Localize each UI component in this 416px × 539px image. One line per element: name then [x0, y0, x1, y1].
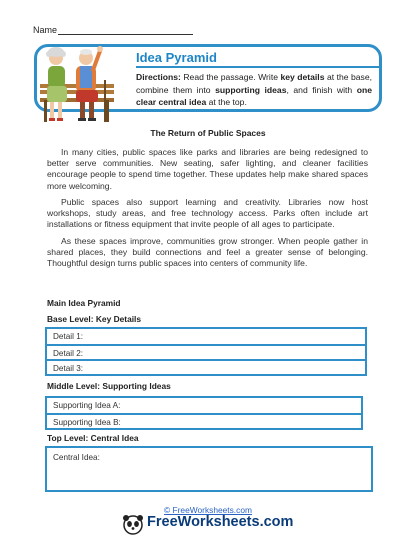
elderly-couple-illustration: [36, 40, 134, 126]
central-idea-box[interactable]: [45, 446, 373, 492]
detail-field-2[interactable]: Detail 2:: [47, 344, 365, 359]
supporting-field-a[interactable]: Supporting Idea A:: [53, 401, 121, 410]
directions-part: , and finish with: [286, 84, 357, 95]
logo-part: Worksheets: [177, 514, 260, 530]
key-details-box: [45, 327, 367, 376]
supporting-ideas-box: [45, 396, 363, 430]
passage-paragraph: In many cities, public spaces like parks and libraries are being redesigned to better serve communities. New seating, safer lighting, and cleaner facilities encourage people to spend time together. These updates help make shared spaces more welcoming.: [47, 147, 368, 191]
passage-title: The Return of Public Spaces: [150, 128, 266, 138]
footer-link[interactable]: © FreeWorksheets.com: [164, 505, 252, 515]
base-level-label: Base Level: Key Details: [47, 314, 142, 324]
directions-part: Read the passage. Write: [180, 72, 281, 82]
title-divider: [136, 66, 380, 68]
logo-part: .com: [259, 514, 294, 530]
name-label: Name: [33, 25, 58, 35]
directions-text: [136, 71, 372, 109]
directions-emphasis: key details: [280, 72, 325, 82]
name-line: [58, 34, 193, 35]
pyramid-heading: Main Idea Pyramid: [47, 298, 121, 308]
detail-field-3[interactable]: Detail 3:: [47, 359, 365, 374]
top-level-label: Top Level: Central Idea: [47, 433, 139, 443]
worksheet-title: Idea Pyramid: [136, 50, 217, 65]
logo-part: Free: [147, 514, 178, 530]
directions-emphasis: supporting ideas: [215, 84, 287, 95]
directions-emphasis: one clear central idea: [136, 84, 372, 107]
directions-part: at the top.: [206, 97, 247, 107]
directions-part: at the base, combine them into: [136, 72, 372, 95]
directions-label: Directions:: [136, 72, 181, 82]
detail-field-1[interactable]: Detail 1:: [53, 332, 84, 341]
passage-paragraph: As these spaces improve, communities grow stronger. When people gather in shared places, they build connections and feel a greater sense of belonging. Thoughtful design turns public spaces into centers of community life.: [47, 236, 368, 269]
freeworksheets-logo: [147, 514, 293, 530]
panda-logo-icon: [122, 513, 144, 535]
middle-level-label: Middle Level: Supporting Ideas: [47, 381, 171, 391]
central-idea-field[interactable]: Central Idea:: [53, 453, 100, 462]
passage-paragraph: Public spaces also support learning and creativity. Libraries now host workshops, study areas, and free technology access. Parks often include art installations or fitness equipment that invite people of all ages to participate.: [47, 197, 368, 230]
supporting-field-b[interactable]: Supporting Idea B:: [47, 413, 361, 428]
